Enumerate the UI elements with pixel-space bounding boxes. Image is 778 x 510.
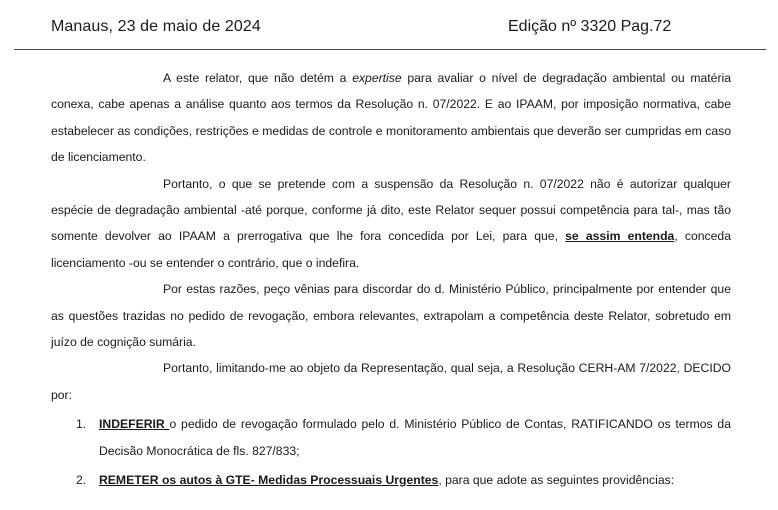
- list-item: [51, 467, 731, 493]
- list-item-text: o pedido de revogação formulado pelo d. Ministério Público de Contas, RATIFICANDO os termos da Decisão Monocrática de fls. 827/833;: [99, 417, 731, 458]
- list-item-strong: INDEFERIR: [99, 417, 170, 432]
- paragraph-2-text-a: Portanto, o que se pretende com a suspensão da Resolução n. 07/2022 não é autorizar qualquer espécie de degradação ambiental -até porque, conforme já dito, este Relator sequer possui competência para tal-, mas tão somente devolver ao IPAAM a prerrogativa que lhe fora concedida por Lei, para que,: [51, 176, 731, 244]
- paragraph-2: [51, 171, 731, 277]
- page-header: [0, 0, 778, 52]
- paragraph-1-emphasis: expertise: [352, 71, 402, 85]
- paragraph-1-text-b: para avaliar o nível de degradação ambiental ou matéria conexa, cabe apenas a análise quanto aos termos da Resolução n. 07/2022. E ao IPAAM, por imposição normativa, cabe estabelecer as condições, restrições e medidas de controle e monitoramento ambientais que deverão ser cumpridas em caso de licenciamento.: [51, 71, 731, 165]
- list-item-text: , para que adote as seguintes providências:: [438, 473, 675, 488]
- paragraph-1-text-a: A este relator, que não detém a: [163, 71, 353, 85]
- list-item: [51, 411, 731, 464]
- list-item-number: 2.: [76, 473, 87, 488]
- paragraph-2-text-b: , conceda licenciamento -ou se entender o contrário, que o indefira.: [51, 229, 731, 270]
- header-place-date: Manaus, 23 de maio de 2024: [51, 18, 261, 35]
- paragraph-4: Portanto, limitando-me ao objeto da Representação, qual seja, a Resolução CERH-AM 7/2022, DECIDO por:: [51, 361, 731, 402]
- paragraph-1: [51, 65, 731, 171]
- list-item-number: 1.: [76, 417, 87, 432]
- decision-list: [51, 411, 731, 493]
- document-body: [51, 65, 731, 494]
- paragraph-3: Por estas razões, peço vênias para discordar do d. Ministério Público, principalmente por entender que as questões trazidas no pedido de revogação, embora relevantes, extrapolam a competência deste Relator, sobretudo em juízo de cognição sumária.: [51, 282, 731, 350]
- header-divider: [14, 49, 766, 50]
- list-item-strong: REMETER os autos à GTE- Medidas Processuais Urgentes: [99, 473, 439, 488]
- header-edition-page: Edição nº 3320 Pag.72: [508, 18, 672, 35]
- paragraph-2-strong: se assim entenda: [565, 229, 675, 244]
